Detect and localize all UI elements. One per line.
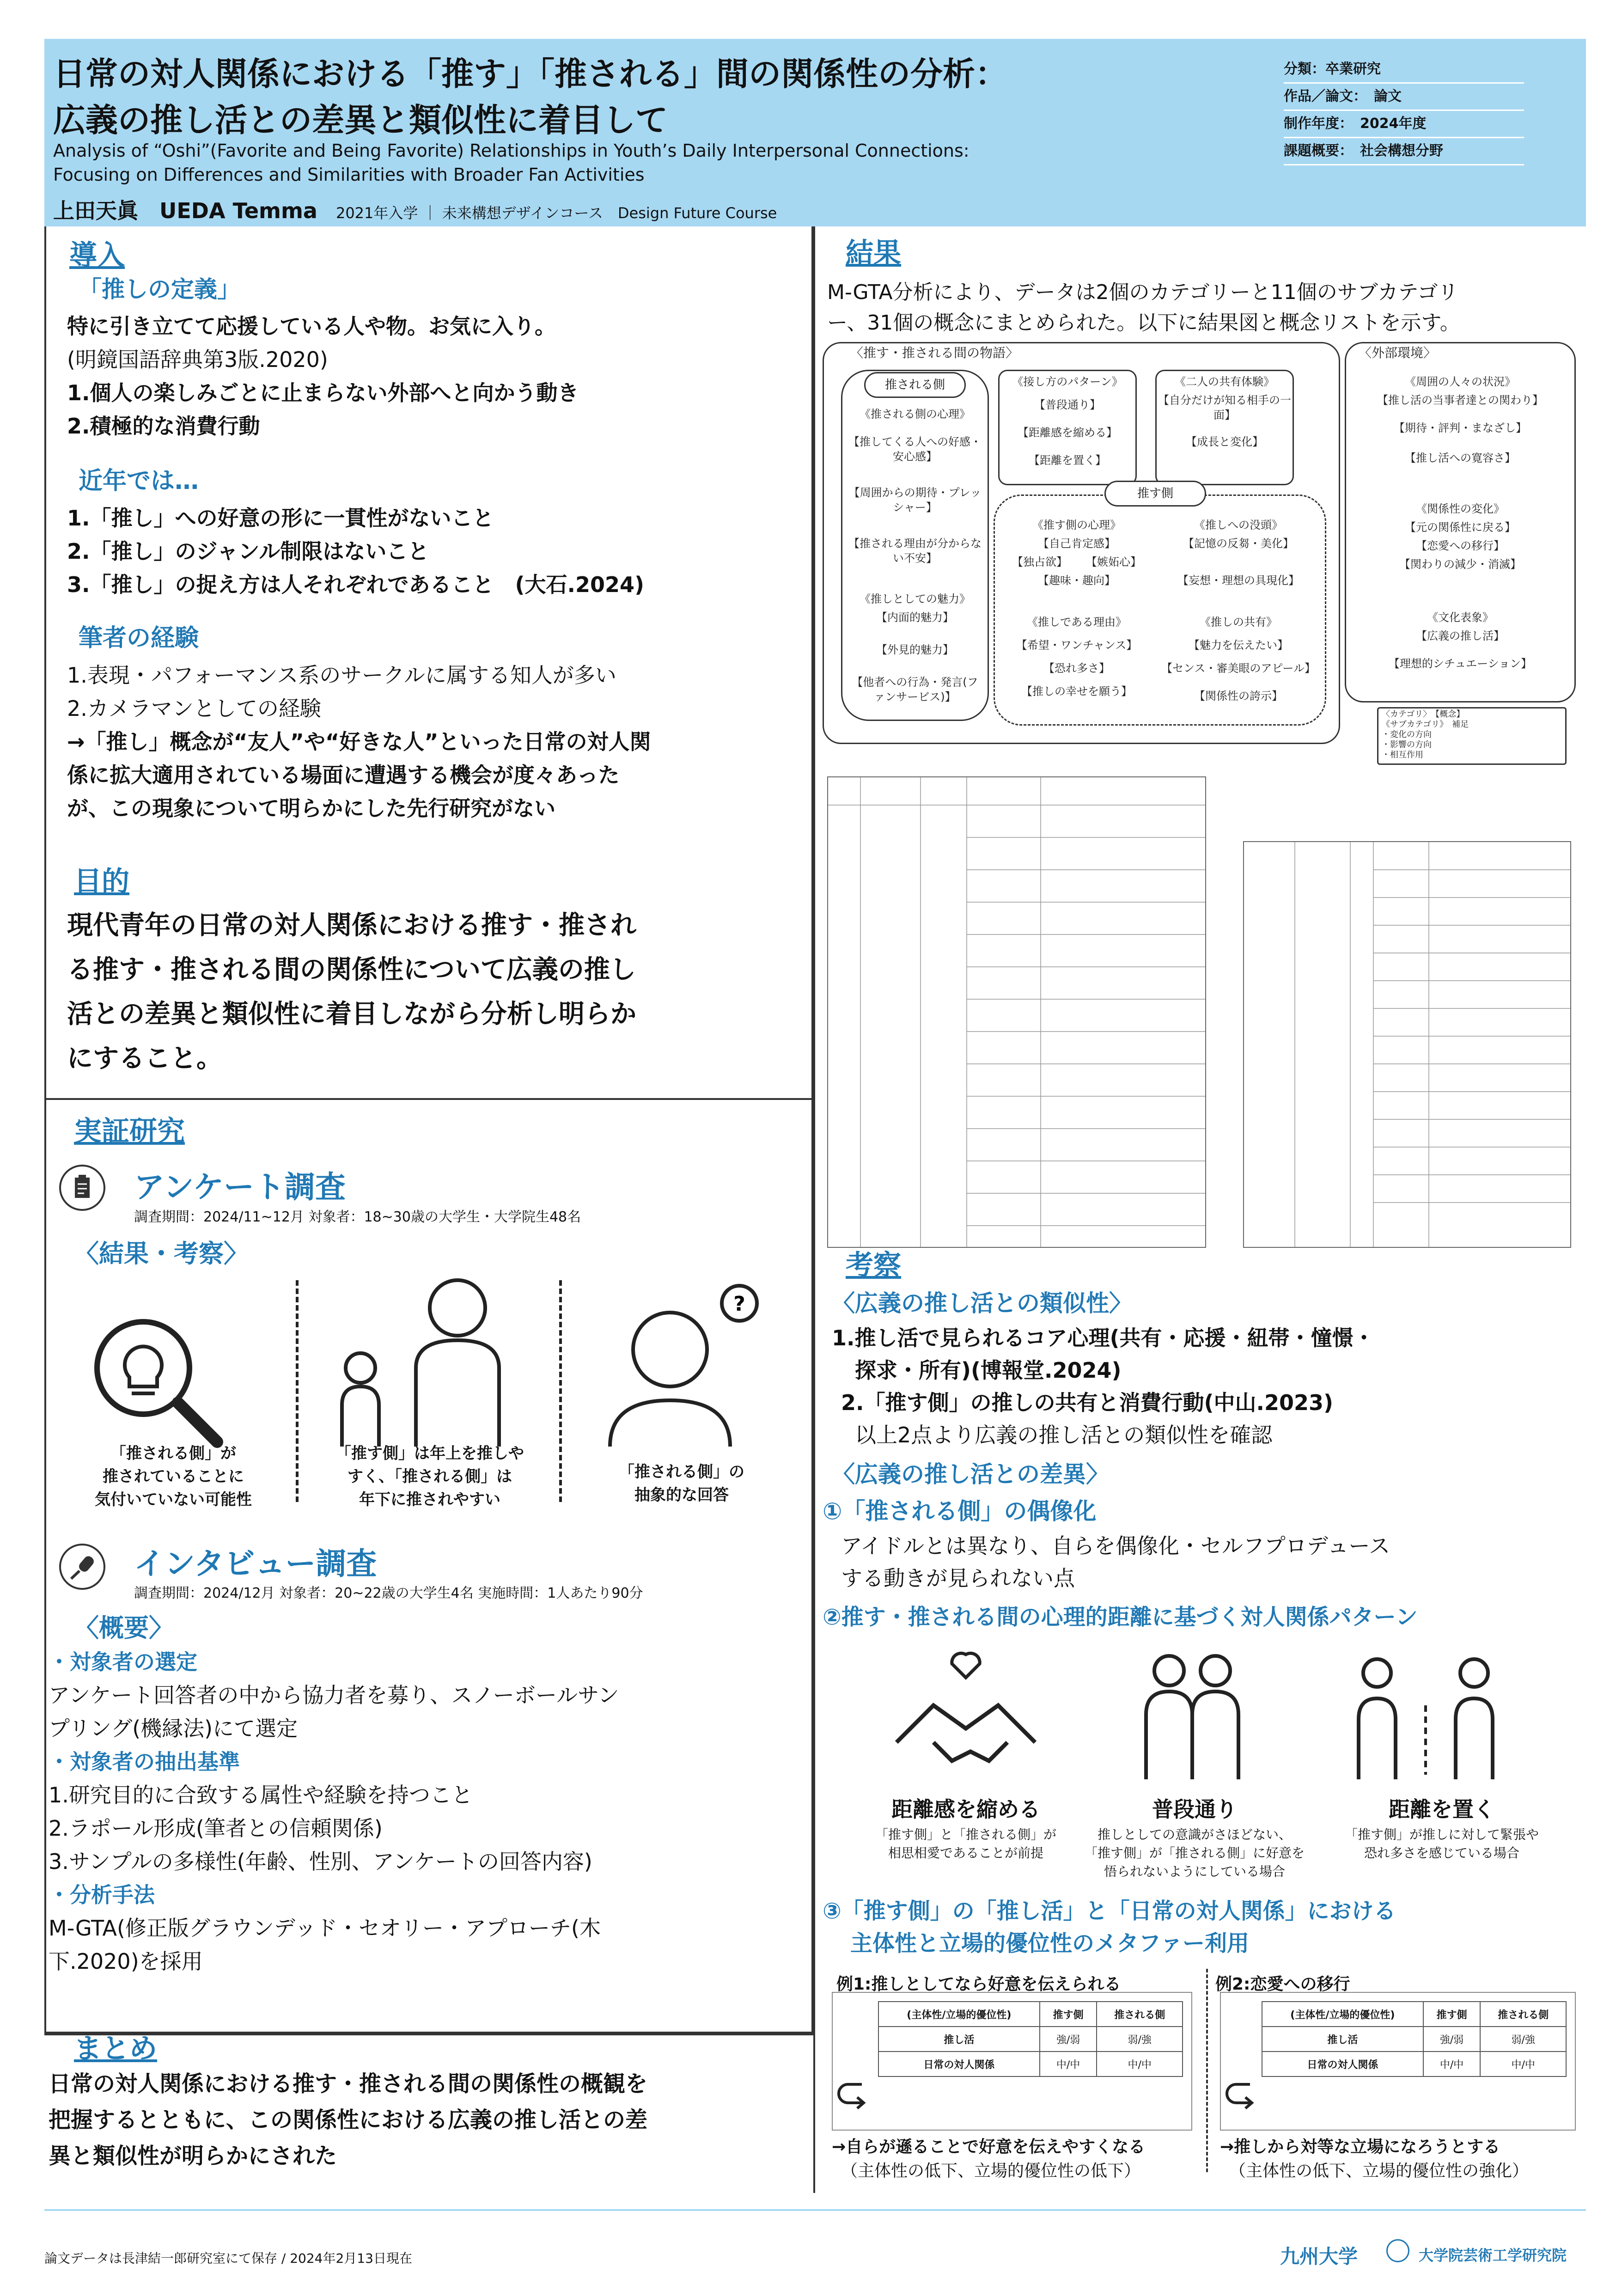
sim-line: 2.「推す側」の推しの共有と消費行動(中山.2023) [841,1390,1334,1415]
diff3-head [823,1895,1396,1960]
d1-line: アイドルとは異なり、自らを偶像化・セルフプロデュース [841,1533,1390,1558]
page-title [53,51,1255,143]
title-line1: 日常の対人関係における「推す」「推される」間の関係性の分析： [53,55,1007,93]
th: (主体性/立場的優位性) [878,2002,1040,2027]
title-line2: 広義の推し活との差異と類似性に着目して [53,101,668,139]
node: 【距離感を縮める】 [1018,426,1117,439]
sim-line: 探求・所有)(博報堂.2024) [855,1358,1122,1383]
school-name: 大学院芸術工学研究院 [1419,2247,1567,2264]
empirical-title: 実証研究 [74,1115,185,1148]
summary-divider [44,2033,813,2035]
node: 【内面的魅力】 [876,611,954,624]
pattern-desc: 「推す側」と「推される側」が [875,1827,1056,1842]
school-emblem-icon [1386,2239,1409,2262]
pattern-desc: 相思相愛であることが前提 [888,1845,1043,1861]
th: 推す側 [1423,2002,1481,2027]
node: 《文化表象》 [1427,611,1494,624]
node: 【距離を置く】 [1029,454,1106,467]
pattern-desc: 悟られないようにしている場合 [1104,1864,1285,1879]
node: 【関係性の誇示】 [1194,690,1283,702]
node: 《接し方のパターン》 [1012,375,1123,388]
node: 《推しの共有》 [1200,616,1277,629]
td: 推し活 [878,2027,1040,2052]
td: 中/中 [1423,2052,1481,2076]
definition-head: 「推しの定義」 [79,276,240,303]
td: 強/弱 [1040,2027,1097,2052]
cap-line: 「推される側」が [110,1444,236,1463]
legend-item: ・変化の方向 [1382,730,1432,739]
th: (主体性/立場的優位性) [1262,2002,1423,2027]
crit-line: 3.サンプルの多様性(年齢、性別、アンケートの回答内容) [49,1849,592,1874]
node: 【推し活の当事者達との関わり】 [1377,394,1543,407]
cap-line: 年下に推されやすい [359,1490,500,1509]
exp-line: 1.表現・パフォーマンス系のサークルに属する知人が多い [67,663,616,688]
u-turn-arrow-icon [1225,2080,1257,2117]
td: 弱/強 [1480,2027,1566,2052]
pattern-1 [841,1793,1091,1862]
cap-line: 推されていることに [103,1467,244,1486]
caption-1 [65,1442,282,1511]
node: 《推される側の心理》 [860,408,970,421]
goal-line: 活との差異と類似性に着目しながら分析し明らか [67,999,636,1029]
definition-text [67,310,806,443]
goal-title: 目的 [74,866,129,898]
exp-line: 係に拡大適用されている場面に遭遇する機会が度々あった [67,763,620,788]
summary-title: まとめ [74,2033,157,2065]
goal-line: 現代青年の日常の対人関係における推す・推され [67,910,636,940]
node: 《推す側の心理》 [1032,519,1121,531]
node: 【広義の推し活】 [1416,629,1505,642]
magnifier-bulb-icon [65,1308,250,1456]
note-line: （主体性の低下、立場的優位性の低下） [841,2162,1141,2180]
td: 中/中 [1040,2052,1097,2076]
d3-head-line: ③「推す側」の「推し活」と「日常の対人関係」における [823,1898,1396,1924]
def-line: 1.個人の楽しみごとに止まらない外部へと向かう動き [67,380,579,405]
legend-item: ・影響の方向 [1382,740,1432,750]
clipboard-icon [59,1165,105,1211]
example1-table [878,2001,1183,2077]
similarity-head: 〈広義の推し活との類似性〉 [832,1290,1132,1317]
d1-line: する動きが見られない点 [841,1566,1075,1591]
discussion-title: 考察 [846,1249,901,1282]
interview-title: インタビュー調査 [134,1546,377,1582]
cap-line: 「推す側」は年上を推しや [335,1444,524,1463]
node: 【独占欲】 [1012,556,1067,568]
exp-line: →「推し」概念が“友人”や“好きな人”といった日常の対人関 [67,729,651,754]
recent-line: 2.「推し」のジャンル制限はないこと [67,539,429,564]
oshareru-label: 推される側 [864,372,966,398]
node: 《周囲の人々の状況》 [1405,375,1516,388]
node: 《推しである理由》 [1027,616,1127,629]
node: 【センス・審美眼のアピール】 [1161,662,1316,675]
microphone-icon [59,1544,105,1590]
recent-line: 3.「推し」の捉え方は人それぞれであること (大石.2024) [67,572,645,597]
crit-line: 1.研究目的に合致する属性や経験を持つこと [49,1783,473,1807]
summary-line: 把握するとともに、この関係性における広義の推し活との差 [49,2107,648,2133]
node: 【趣味・趣向】 [1038,574,1116,587]
similarity-text [832,1322,1580,1451]
distance-people-icon [1349,1650,1502,1779]
results-line: ー、31個の概念にまとめられた。以下に結果図と概念リストを示す。 [827,311,1460,335]
author-name: 上田天眞 UEDA Temma [53,198,317,223]
node: 【普段通り】 [1034,398,1101,411]
two-people-icon [1123,1650,1262,1779]
results-text [827,277,1576,338]
node: 《推しへの没頭》 [1194,519,1283,531]
node: 【自分だけが知る相手の一面】 [1158,394,1291,421]
experience-head: 筆者の経験 [79,624,199,652]
example2-head: 例2:恋愛への移行 [1215,1975,1350,1994]
summary-line: 日常の対人関係における推す・推される間の関係性の概観を [49,2071,648,2097]
difference-head: 〈広義の推し活との差異〉 [832,1461,1109,1488]
node: 【恋愛への移行】 [1416,539,1505,552]
node: 【恐れ多さ】 [1043,662,1110,675]
pattern-name: 普段通り [1152,1797,1237,1822]
result-diagram [823,342,1580,767]
sim-line: 以上2点より広義の推し活との類似性を確認 [855,1423,1273,1447]
node: 【推してくる人への好感・安心感】 [848,435,982,463]
diff2-head: ②推す・推される間の心理的距離に基づく対人関係パターン [823,1604,1418,1630]
sim-line: 1.推し活で見られるコア心理(共有・応援・紐帯・憧憬・ [832,1325,1375,1350]
node: 【記憶の反芻・美化】 [1183,537,1294,550]
legend [1382,709,1469,760]
english-title [53,139,1255,187]
recent-line: 1.「推し」への好意の形に一貫性がないこと [67,506,494,531]
node: 【周囲からの期待・プレッシャー】 [848,486,982,514]
caption-2 [305,1442,555,1511]
node: 【妄想・理想の具現化】 [1177,574,1299,587]
recent-text [67,501,806,601]
th: 推す側 [1040,2002,1097,2027]
node: 【魅力を伝えたい】 [1189,639,1288,652]
story-label: 〈推す・推される間の物語〉 [850,345,1019,360]
node: 【期待・評判・まなざし】 [1394,421,1527,434]
td: 強/弱 [1423,2027,1481,2052]
summary-text [49,2066,806,2174]
exp-line: が、この現象について明らかにした先行研究がない [67,796,556,821]
node: 《二人の共有体験》 [1175,375,1274,388]
concept-list-table-1 [827,776,1206,1248]
meta-info [1284,56,1524,165]
td: 推し活 [1262,2027,1423,2052]
example1-head: 例1:推しとしてなら好意を伝えられる [836,1975,1121,1994]
node: 【成長と変化】 [1186,435,1263,448]
sel-line: プリング(機縁法)にて選定 [49,1716,298,1741]
survey-title: アンケート調査 [134,1169,346,1205]
legend-item: 〈カテゴリ〉 [1382,709,1427,719]
node: 【理想的シチュエーション】 [1388,657,1532,670]
university-logo: 九州大学 [1280,2245,1358,2268]
d3-head-line: 主体性と立場的優位性のメタファー利用 [850,1930,1250,1956]
method-line: 下.2020)を採用 [49,1949,203,1974]
meta-overview: 課題概要： 社会構想分野 [1284,138,1524,165]
en-title-line1: Analysis of “Oshi”(Favorite and Being Favorite) Relationships in Youth’s Daily Interpersonal Connections: [53,140,970,161]
u-turn-arrow-icon [836,2080,869,2117]
footer-note: 論文データは長津結一郎研究室にて保存 / 2024年2月13日現在 [44,2251,412,2266]
author [53,194,777,225]
interview-meta: 調査期間：2024/12月 対象者：20~22歳の大学生4名 実施時間：1人あたり90分 [134,1585,643,1601]
note-line: →推しから対等な立場になろうとする [1220,2137,1500,2156]
node: 【他者への行為・発言(ファンサービス)】 [852,676,978,703]
legend-item: 補足 [1452,720,1469,729]
meta-year: 制作年度： 2024年度 [1284,111,1524,138]
crit-head: ・対象者の抽出基準 [49,1749,240,1774]
author-sub: 2021年入学 ｜ 未来構想デザインコース Design Future Course [335,204,777,222]
cap-line: 「推される側」の [619,1463,744,1481]
svg-text:?: ? [733,1292,745,1316]
node: 【推しの幸せを願う】 [1021,685,1132,698]
divider [296,1280,299,1502]
osu-label: 推す側 [1104,481,1206,507]
crit-line: 2.ラポール形成(筆者との信頼関係) [49,1816,383,1841]
footer-line [44,2209,1586,2211]
results-line: M-GTA分析により、データは2個のカテゴリーと11個のサブカテゴリ [827,281,1458,304]
def-line: (明鏡国語辞典第3版.2020) [67,347,328,372]
thinking-person-icon [601,1280,786,1447]
legend-item: ・相互作用 [1382,750,1423,760]
td: 日常の対人関係 [878,2052,1040,2076]
node: 【自己肯定感】 [1038,537,1116,550]
pattern-desc: 恐れ多さを感じている場合 [1364,1845,1519,1861]
goal-line: る推す・推される間の関係性について広義の推し [67,955,636,985]
handshake-heart-icon [878,1650,1054,1779]
pattern-desc: 「推す側」が推しに対して緊張や [1344,1827,1539,1842]
cap-line: 抽象的な回答 [634,1486,729,1504]
pattern-2 [1058,1793,1331,1881]
intro-title: 導入 [69,239,125,272]
adult-child-icon [323,1276,545,1451]
th: 推される側 [1480,2002,1566,2027]
method-head: ・分析手法 [49,1882,155,1907]
summary-line: 異と類似性が明らかにされた [49,2143,337,2169]
column-divider [813,226,815,1248]
pattern-3 [1317,1793,1567,1862]
node: 《推しとしての魅力》 [860,592,970,605]
goal-line: にすること。 [67,1044,222,1074]
survey-result-head: 〈結果・考察〉 [74,1239,249,1268]
pattern-desc: 「推す側」が「推される側」に好意を [1084,1845,1305,1861]
pattern-desc: 推しとしての意識がさほどない、 [1097,1827,1292,1842]
pattern-name: 距離を置く [1389,1797,1495,1822]
node: 【推される理由が分からない不安】 [848,537,982,565]
pattern-name: 距離感を縮める [891,1797,1040,1822]
node: 【推し活への寛容さ】 [1405,452,1516,464]
goal-text [67,904,806,1081]
td: 弱/強 [1097,2027,1183,2052]
cap-line: 気付いていない可能性 [95,1490,252,1509]
node: 《関係性の変化》 [1416,502,1505,515]
example-divider [1206,1969,1208,2172]
results-title: 結果 [846,237,901,269]
def-line: 2.積極的な消費行動 [67,414,260,439]
method-line: M-GTA(修正版グラウンデッド・セオリー・アプローチ(木 [49,1916,601,1941]
en-title-line2: Focusing on Differences and Similarities with Broader Fan Activities [53,165,645,185]
caption-3 [573,1460,790,1507]
column-divider [813,1248,815,2193]
recent-head: 近年では… [79,467,199,495]
cap-line: すく、「推される側」は [347,1467,512,1486]
sel-head: ・対象者の選定 [49,1649,197,1674]
def-line: 特に引き立てて応援している人や物。お気に入り。 [67,314,556,339]
meta-type: 作品／論文： 論文 [1284,84,1524,111]
experience-text [67,659,806,825]
note-line: （主体性の低下、立場的優位性の強化） [1229,2162,1529,2180]
concept-list-table-2 [1243,841,1571,1248]
divider [559,1280,562,1502]
example2-table [1262,2001,1567,2077]
overview-head: 〈概要〉 [74,1613,174,1643]
overview-text [49,1645,806,1978]
td: 中/中 [1097,2052,1183,2076]
node: 【関わりの減少・消滅】 [1399,558,1521,571]
diff1-text [841,1530,1390,1594]
node: 【元の関係性に戻る】 [1405,521,1516,534]
diff1-head: ①「推される側」の偶像化 [823,1498,1097,1525]
th: 推される側 [1097,2002,1183,2027]
exp-line: 2.カメラマンとしての経験 [67,696,321,721]
example1-note [832,2135,1145,2183]
td: 日常の対人関係 [1262,2052,1423,2076]
example2-note [1220,2135,1529,2183]
sel-line: アンケート回答者の中から協力者を募り、スノーボールサン [49,1683,619,1708]
legend-item: 《サブカテゴリ》 [1382,720,1444,729]
node: 【希望・ワンチャンス】 [1016,639,1138,652]
env-label: 〈外部環境〉 [1359,345,1437,360]
survey-meta: 調査期間：2024/11~12月 対象者：18~30歳の大学生・大学院生48名 [134,1209,581,1225]
meta-category: 分類：卒業研究 [1284,56,1524,84]
td: 中/中 [1480,2052,1566,2076]
note-line: →自らが遜ることで好意を伝えやすくなる [832,2137,1146,2156]
node: 【嫉妬心】 [1086,556,1141,568]
legend-item: 【概念】 [1435,709,1465,719]
node: 【外見的魅力】 [876,643,954,656]
